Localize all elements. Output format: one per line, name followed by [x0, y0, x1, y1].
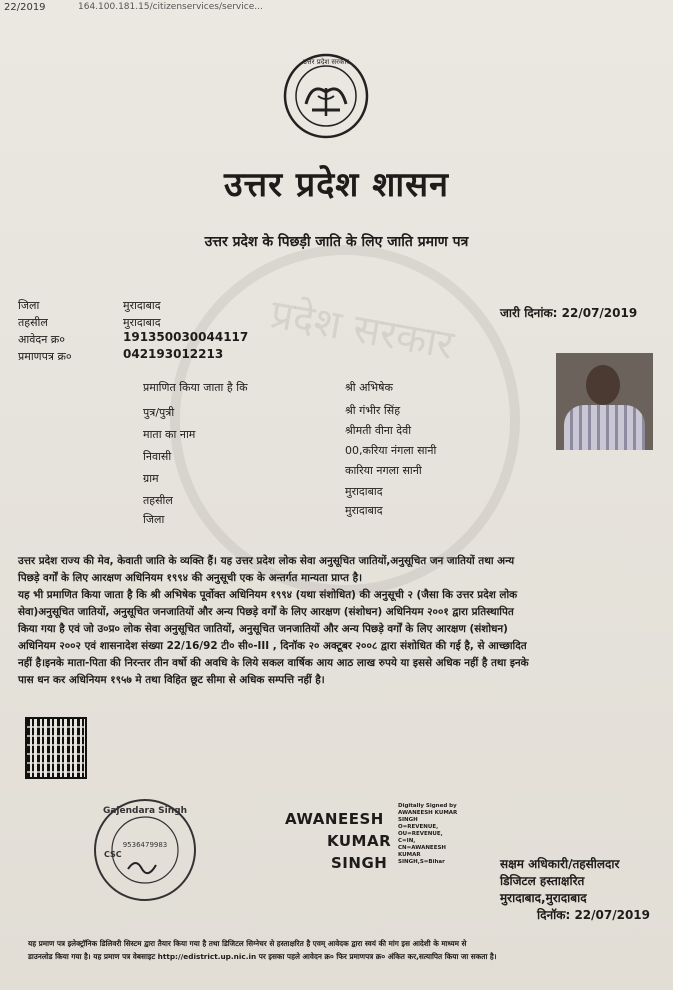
svg-text:CSC: CSC [104, 850, 122, 859]
resident-label: निवासी [143, 450, 172, 463]
district-value: मुरादाबाद [123, 299, 161, 312]
tehsil-label: तहसील [18, 316, 48, 329]
photo-shirt [564, 405, 645, 450]
resident-value: 00,करिया नंगला सानी [345, 444, 437, 457]
signature-detail-line: Digitally Signed by [398, 803, 457, 809]
certificate-number: 042193012213 [123, 347, 224, 361]
authority-date: दिनॉक: 22/07/2019 [537, 908, 651, 922]
signature-detail-line: SINGH [398, 817, 418, 823]
mother-label: माता का नाम [143, 428, 196, 441]
certificate-number-label: प्रमाणपत्र क्र० [18, 350, 72, 363]
detail-tehsil-label: तहसील [143, 494, 173, 507]
body-line: नहीं है।इनके माता-पिता की निरन्तर तीन वर्षो की अवधि के लिये सकल वार्षिक आय आठ लाख रुपये या इससे अधिक नहीं है तथा इनके [18, 657, 529, 669]
body-line: किया गया है एवं जो उ०प्र० लोक सेवा अनुसूचित जातियों, अनुसूचित जनजातियों और अन्य पिछड़े वर्गों के लिए आरक्षण (संशोधन) [18, 623, 508, 635]
mother-name: श्रीमती वीना देवी [345, 424, 412, 437]
document-title: उत्तर प्रदेश शासन [223, 165, 449, 205]
signature-detail-line: C=IN, [398, 838, 416, 844]
signer-name-line1: AWANEESH [285, 810, 384, 828]
applicant-photo [556, 353, 653, 450]
csc-round-stamp [90, 795, 200, 905]
svg-text:उत्तर प्रदेश सरकार: उत्तर प्रदेश सरकार [302, 58, 350, 66]
authority-title: सक्षम अधिकारी/तहसीलदार [500, 857, 620, 871]
village-value: कारिया नगला सानी [345, 464, 422, 477]
tehsil-value: मुरादाबाद [123, 316, 161, 329]
applicant-name: श्री अभिषेक [345, 381, 393, 394]
signer-name-line3: SINGH [331, 854, 388, 872]
signature-detail-line: KUMAR [398, 852, 421, 858]
signature-detail-line: AWANEESH KUMAR [398, 810, 458, 816]
svg-text:9536479983: 9536479983 [122, 841, 168, 849]
body-line: उत्तर प्रदेश राज्य की मेव, केवाती जाति के व्यक्ति हैं। यह उत्तर प्रदेश लोक सेवा अनुसूचित जातियों,अनुसूचित जन जातियों तथा अन्य [18, 555, 515, 567]
signature-detail-line: OU=REVENUE, [398, 831, 443, 837]
print-date: 22/2019 [4, 2, 46, 13]
detail-district-label: जिला [143, 513, 165, 526]
browser-print-header [0, 0, 673, 18]
authority-digital: डिजिटल हस्ताक्षरित [500, 874, 585, 888]
authority-location: मुरादाबाद,मुरादाबाद [500, 891, 587, 905]
print-url: 164.100.181.15/citizenservices/service... [78, 2, 263, 12]
footer-line-2: डाउनलोड किया गया है। यह प्रमाण पत्र वेबसाइट http://edistrict.up.nic.in पर इसका पहले आवेदन क्र० फिर प्रमाणपत्र क्र० अंकित कर,सत्यापित किया जा सकता है। [28, 952, 497, 961]
issue-date: जारी दिनांक: 22/07/2019 [500, 306, 638, 320]
up-state-emblem [282, 52, 370, 140]
application-number-label: आवेदन क्र० [18, 333, 65, 346]
watermark-text: प्रदेश सरकार [266, 291, 457, 369]
body-line: पिछड़े वर्गों के लिए आरक्षण अधिनियम १९९४ की अनुसूची एक के अन्तर्गत मान्यता प्राप्त है। [18, 572, 363, 584]
district-label: जिला [18, 299, 40, 312]
qr-code [25, 717, 87, 779]
signature-detail-line: SINGH,S=Bihar [398, 859, 445, 865]
parent-label: पुत्र/पुत्री [143, 406, 175, 419]
application-number: 191350030044117 [123, 330, 249, 344]
signature-detail-line: CN=AWANEESH [398, 845, 447, 851]
document-subtitle: उत्तर प्रदेश के पिछड़ी जाति के लिए जाति प्रमाण पत्र [204, 234, 469, 250]
signature-detail-line: O=REVENUE, [398, 824, 439, 830]
village-label: ग्राम [143, 472, 159, 485]
body-line: सेवा)अनुसूचित जातियों, अनुसूचित जनजातियों और अन्य पिछड़े वर्गों के लिए आरक्षण (संशोधन) अधिनियम २००१ द्वारा प्रतिस्थापित [18, 606, 514, 618]
detail-district-value: मुरादाबाद [345, 504, 383, 517]
state-emblem-watermark [170, 245, 520, 595]
certified-label: प्रमाणित किया जाता है कि [143, 381, 248, 394]
footer-line-1: यह प्रमाण पत्र इलेक्ट्रॉनिक डिलिवरी सिस्टम द्वारा तैयार किया गया है तथा डिजिटल सिग्नेचर से हस्ताक्षरित है एवम् आवेदक द्वारा स्वयं की मांग इस आदेशी के माध्यम से [28, 939, 467, 948]
body-line: पास धन कर अधिनियम १९५७ मे तथा विहित छूट सीमा से अधिक सम्पत्ति नहीं है। [18, 674, 325, 686]
signer-name-line2: KUMAR [327, 832, 392, 850]
certificate-body-text [18, 553, 663, 689]
photo-head [586, 365, 620, 405]
father-name: श्री गंभीर सिंह [345, 404, 401, 417]
digital-signature-details [398, 803, 488, 866]
body-line: अधिनियम २००२ एवं शासनादेश संख्या 22/16/92 टी० सी०-III , दिनॉक २० अक्टूबर २००८ द्वारा संशोधित की गई है, से आच्छादित [18, 640, 527, 652]
svg-text:Gajendara Singh: Gajendara Singh [102, 806, 188, 816]
detail-tehsil-value: मुरादाबाद [345, 485, 383, 498]
body-line: यह भी प्रमाणित किया जाता है कि श्री अभिषेक पूर्वोक्त अधिनियम १९९४ (यथा संशोधित) की अनुसूची २ (जैसा कि उत्तर प्रदेश लोक [18, 589, 518, 601]
footer-note [28, 937, 660, 963]
